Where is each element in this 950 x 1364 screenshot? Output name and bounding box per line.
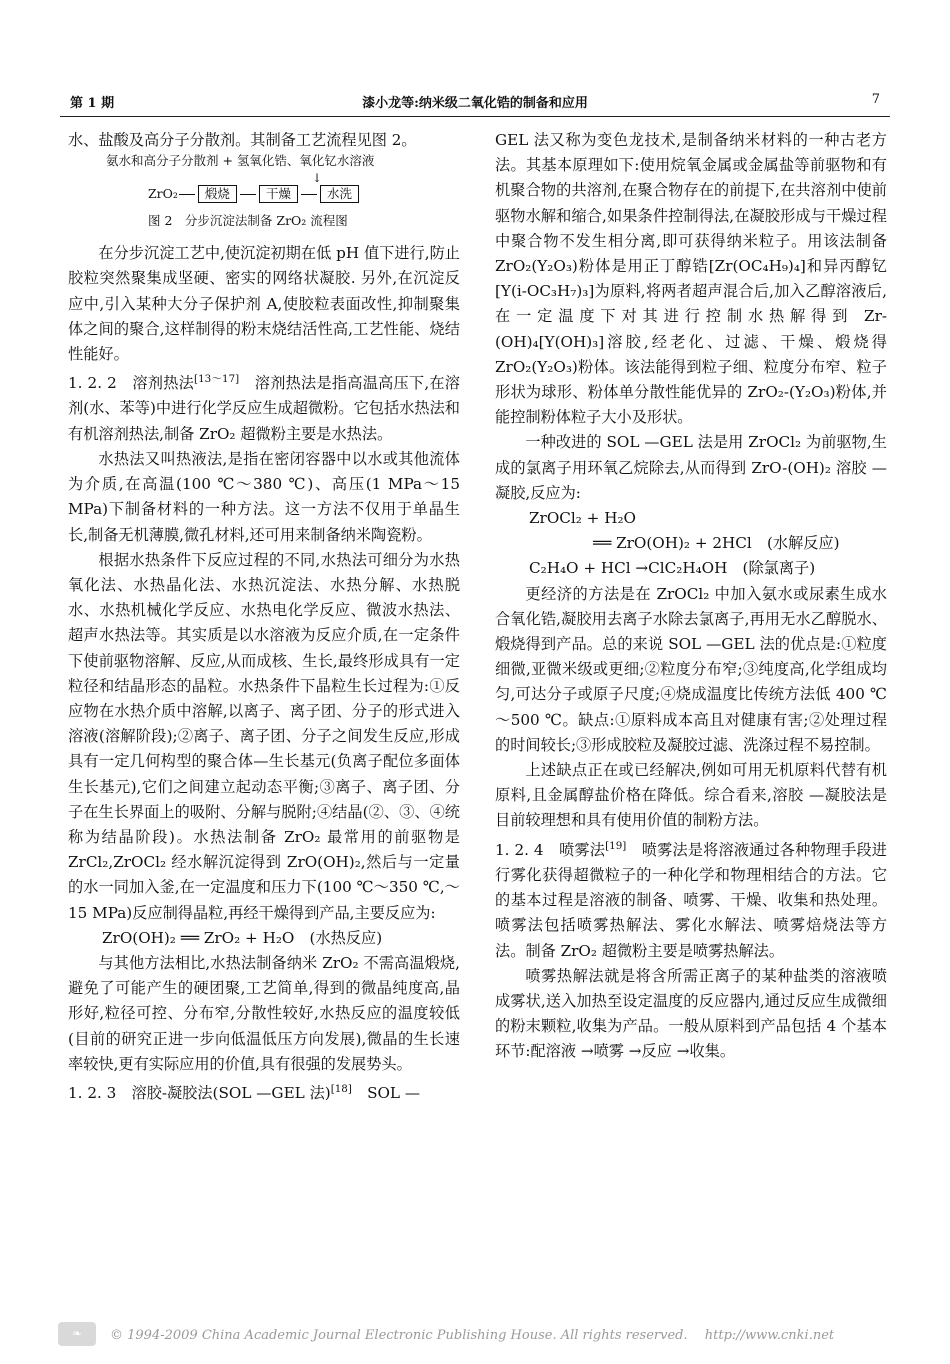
paragraph: 与其他方法相比,水热法制备纳米 ZrO₂ 不需高温煅烧,避免了可能产生的硬团聚,工艺简单,得到的微晶纯度高,晶形好,粒径可控、分布窄,分散性较好,水热反应的温度较低(目前的研究正进一步向低温低压方向发展),微晶的生长速率较快,更有实际应用的价值,具有很强的发展势头。 <box>68 953 460 1073</box>
equation: C₂H₄O + HCl →ClC₂H₄OH (除氯离子) <box>529 559 816 578</box>
citation: [19] <box>605 839 627 852</box>
paragraph: 水、盐酸及高分子分散剂。其制备工艺流程见图 2。 <box>68 131 417 149</box>
cnki-logo-icon: ❧ <box>58 1322 96 1346</box>
section-heading: 1. 2. 4 喷雾法 <box>495 840 606 859</box>
paragraph: 根据水热条件下反应过程的不同,水热法可细分为水热氧化法、水热晶化法、水热沉淀法、水热分解、水热脱水、水热机械化学反应、水热电化学反应、微波水热法、超声水热法等。其实质是以水溶液为反应介质,在一定条件下使前驱物溶解、反应,从而成核、生长,最终形成具有一定粒径和结晶形态的晶粒。水热条件下晶粒生长过程为:①反应物在水热介质中溶解,以离子、离子团、分子的形式进入溶液(溶解阶段);②离子、离子团、分子之间发生反应,形成具有一定几何构型的聚合体—生长基元(负离子配位多面体生长基元),它们之间建立起动态平衡;③离子、离子团、分子在生长界面上的吸附、分解与脱附;④结晶(②、③、④统称为结晶阶段)。水热法制备 ZrO₂ 最常用的前驱物是 ZrCl₂,ZrOCl₂ 经水解沉淀得到 ZrO(OH)₂,然后与一定量的水一同加入釜,在一定温度和压力下(100 ℃～350 ℃,～15 MPa)反应制得晶粒,再经干燥得到产品,主要反应为: <box>68 550 460 922</box>
page-footer <box>58 1320 898 1350</box>
flow-connector <box>301 194 317 195</box>
paragraph: 更经济的方法是在 ZrOCl₂ 中加入氨水或尿素生成水合氧化锆,凝胶用去离子水除去氯离子,再用无水乙醇脱水、煅烧得到产品。总的来说 SOL —GEL 法的优点是:①粒度细微,亚微米级或更细;②粒度分布窄;③纯度高,化学组成均匀,可达分子或原子尺度;④烧成温度比传统方法低 400 ℃～500 ℃。缺点:①原料成本高且对健康有害;②处理过程的时间较长;③形成胶粒及凝胶过滤、洗涤过程不易控制。 <box>495 584 887 754</box>
section-1-2-4 <box>495 834 887 964</box>
flow-chart <box>148 185 361 203</box>
issue-number: 第 1 期 <box>70 96 115 111</box>
paragraph: 水热法又叫热液法,是指在密闭容器中以水或其他流体为介质,在高温(100 ℃～380 ℃)、高压(1 MPa～15 MPa)下制备材料的一种方法。这一方法不仅用于单晶生长,制备无机薄膜,微孔材料,还可用来制备纳米陶瓷粉。 <box>68 449 460 544</box>
down-arrow-icon: ↓ <box>312 171 323 186</box>
paragraph: 一种改进的 SOL —GEL 法是用 ZrOCl₂ 为前驱物,生成的氯离子用环氧乙烷除去,从而得到 ZrO-(OH)₂ 溶胶 —凝胶,反应为: <box>495 433 887 502</box>
figure-caption: 图 2 分步沉淀法制备 ZrO₂ 流程图 <box>148 213 348 229</box>
citation: [18] <box>330 1082 352 1095</box>
figure-2 <box>68 153 460 241</box>
flow-connector <box>240 194 256 195</box>
section-1-2-2 <box>68 367 460 447</box>
section-heading: 1. 2. 3 溶胶-凝胶法(SOL —GEL 法) <box>68 1084 331 1103</box>
equation: ZrO(OH)₂ ══ ZrO₂ + H₂O (水热反应) <box>102 928 383 947</box>
section-text: SOL — <box>351 1084 421 1103</box>
flow-step-wash: 水洗 <box>320 185 359 203</box>
paragraph: GEL 法又称为变色龙技术,是制备纳米材料的一种古老方法。其基本原理如下:使用烷氧金属或金属盐等前驱物和有机聚合物的共溶剂,在聚合物存在的前提下,在共溶剂中使前驱物水解和缩合,如果条件控制得法,在凝胶形成与干燥过程中聚合物不发生相分离,即可获得纳米粒子。用该法制备 ZrO₂(Y₂O₃)粉体是用正丁醇锆[Zr(OC₄H₉)₄]和异丙醇钇[Y(i-OC₃H₇)₃]为原料,将两者超声混合后,加入乙醇溶液后,在一定温度下对其进行控制水热解得到 Zr-(OH)₄[Y(OH)₃]溶胶,经老化、过滤、干燥、煅烧得 ZrO₂(Y₂O₃)粉体。该法能得到粒子细、粒度分布窄、粒子形状为球形、粉体单分散性能优异的 ZrO₂-(Y₂O₃)粉体,并能控制粉体粒子大小及形状。 <box>495 131 887 427</box>
page-number: 7 <box>871 92 880 107</box>
figure-top-label: 氨水和高分子分散剂 + 氢氧化锆、氧化钇水溶液 <box>106 153 375 169</box>
flow-step-dry: 干燥 <box>259 185 298 203</box>
flow-step-calcine: 煅烧 <box>198 185 237 203</box>
page-header <box>60 90 890 117</box>
flow-start: ZrO₂ <box>148 186 178 202</box>
left-column <box>68 128 460 1106</box>
flow-connector <box>179 194 195 195</box>
section-text: 溶剂热法是指高温高压下,在溶剂(水、苯等)中进行化学反应生成超微粉。它包括水热法和有机溶剂热法,制备 ZrO₂ 超微粉主要是水热法。 <box>68 374 460 443</box>
right-column <box>495 128 887 1065</box>
paragraph: 在分步沉淀工艺中,使沉淀初期在低 pH 值下进行,防止胶粒突然聚集成坚硬、密实的网络状凝胶. 另外,在沉淀反应中,引入某种大分子保护剂 A,使胶粒表面改性,抑制聚集体之间的聚合,这样制得的粉末烧结活性高,工艺性能、烧结性能好。 <box>68 244 460 364</box>
running-title: 漆小龙等:纳米级二氧化锆的制备和应用 <box>362 96 588 111</box>
section-1-2-3 <box>68 1077 460 1106</box>
equation: ZrOCl₂ + H₂O <box>529 509 636 528</box>
section-text: 喷雾法是将溶液通过各种物理手段进行雾化获得超微粒子的一种化学和物理相结合的方法。它的基本过程是溶液的制备、喷雾、干燥、收集和热处理。喷雾法包括喷雾热解法、雾化水解法、喷雾焙烧法等方法。制备 ZrO₂ 超微粉主要是喷雾热解法。 <box>495 840 887 960</box>
copyright-text: © 1994-2009 China Academic Journal Electronic Publishing House. All rights reserved. http://www.cnki.net <box>110 1328 835 1343</box>
paragraph: 喷雾热解法就是将含所需正离子的某种盐类的溶液喷成雾状,送入加热至设定温度的反应器内,通过反应生成微细的粉末颗粒,收集为产品。一般从原料到产品包括 4 个基本环节:配溶液 →喷雾 →反应 →收集。 <box>495 966 887 1061</box>
paragraph: 上述缺点正在或已经解决,例如可用无机原料代替有机原料,且金属醇盐价格在降低。综合看来,溶胶 —凝胶法是目前较理想和具有使用价值的制粉方法。 <box>495 761 887 830</box>
section-heading: 1. 2. 2 溶剂热法 <box>68 374 195 393</box>
equation: ══ ZrO(OH)₂ + 2HCl (水解反应) <box>593 534 840 553</box>
citation: [13～17] <box>194 373 240 386</box>
